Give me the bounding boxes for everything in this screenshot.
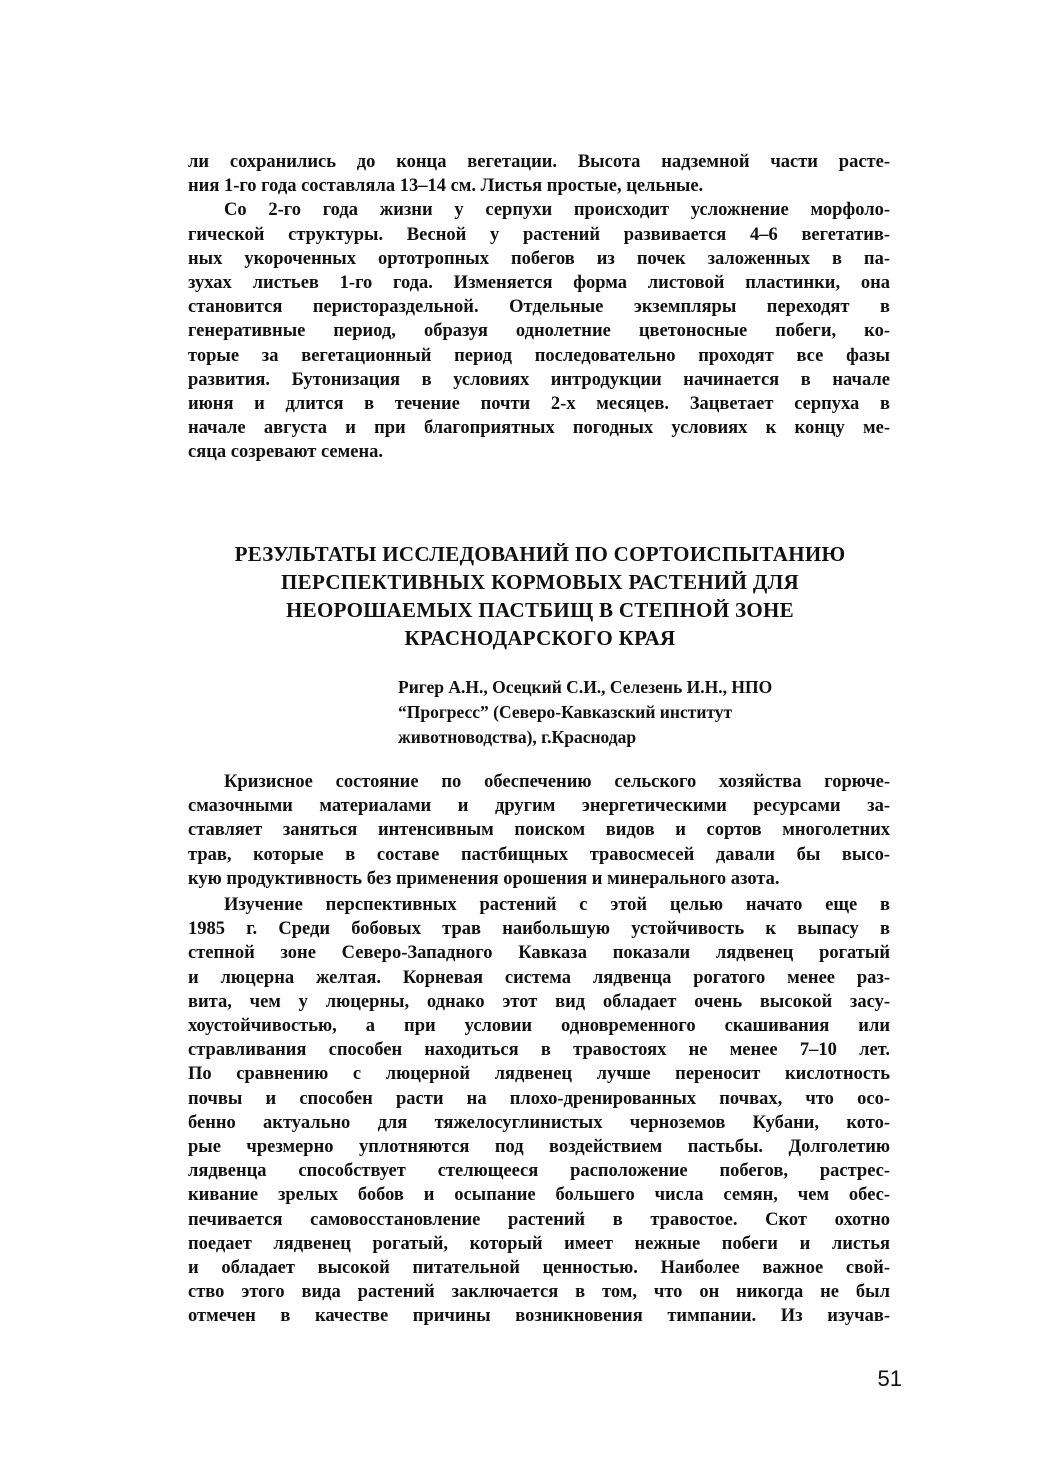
text-line: Изучение перспективных растений с этой целью начато еще в: [224, 895, 890, 916]
article-body: [188, 770, 890, 1329]
text-line: июня и длится в течение почти 2-х месяцев. Зацветает серпуха в: [188, 394, 890, 415]
text-line: рые чрезмерно уплотняются под воздействием пастьбы. Долголетию: [188, 1137, 890, 1158]
text-line: По сравнению с люцерной лядвенец лучше переносит кислотность: [188, 1064, 890, 1085]
text-line: ставляет заняться интенсивным поиском видов и сортов многолетних: [188, 820, 890, 841]
paragraph-morphology: [188, 198, 890, 464]
text-line: и обладает высокой питательной ценностью. Наиболее важное свой-: [188, 1258, 890, 1279]
text-line: степной зоне Северо-Западного Кавказа показали лядвенец рогатый: [188, 943, 890, 964]
text-line: ния 1-го года составляла 13–14 см. Листья простые, цельные.: [188, 176, 704, 197]
text-line: трав, которые в составе пастбищных травосмесей давали бы высо-: [188, 844, 890, 865]
text-line: лядвенца способствует стелющееся расположение побегов, растрес-: [188, 1161, 890, 1182]
paragraph-crisis: [188, 770, 890, 891]
continued-text: [188, 150, 890, 465]
title-line: НЕОРОШАЕМЫХ ПАСТБИЩ В СТЕПНОЙ ЗОНЕ: [286, 598, 794, 622]
text-line: гической структуры. Весной у растений развивается 4–6 вегетатив-: [188, 224, 890, 245]
text-line: сяца созревают семена.: [188, 442, 383, 463]
article-title: [170, 540, 910, 652]
title-line: РЕЗУЛЬТАТЫ ИССЛЕДОВАНИЙ ПО СОРТОИСПЫТАНИЮ: [234, 542, 846, 566]
page-number: 51: [877, 1366, 902, 1391]
text-line: хоустойчивостью, а при условии одновременного скашивания или: [188, 1016, 890, 1037]
authors-line: “Прогресс” (Северо-Кавказский институт: [398, 702, 733, 722]
article-authors: [398, 675, 868, 750]
text-line: кивание зрелых бобов и осыпание большего числа семян, чем обес-: [188, 1185, 890, 1206]
paragraph-study: [188, 893, 890, 1329]
text-line: ных укороченных ортотропных побегов из почек заложенных в па-: [188, 248, 890, 269]
text-line: отмечен в качестве причины возникновения тимпании. Из изучав-: [188, 1306, 890, 1327]
title-line: КРАСНОДАРСКОГО КРАЯ: [404, 626, 676, 650]
text-line: торые за вегетационный период последовательно проходят все фазы: [188, 345, 890, 366]
text-line: развития. Бутонизация в условиях интродукции начинается в начале: [188, 369, 890, 390]
text-line: стравливания способен находиться в травостоях не менее 7–10 лет.: [188, 1040, 890, 1061]
text-line: кую продуктивность без применения орошения и минерального азота.: [188, 868, 780, 889]
authors-line: животноводства), г.Краснодар: [398, 727, 637, 747]
text-line: 1985 г. Среди бобовых трав наибольшую устойчивость к выпасу в: [188, 919, 890, 940]
text-line: Кризисное состояние по обеспечению сельского хозяйства горюче-: [224, 772, 890, 792]
authors-line: Ригер А.Н., Осецкий С.И., Селезень И.Н., НПО: [398, 677, 773, 697]
text-line: начале августа и при благоприятных погодных условиях к концу ме-: [188, 418, 890, 439]
text-line: вита, чем у люцерны, однако этот вид обладает очень высокой засу-: [188, 991, 890, 1012]
text-line: генеративные период, образуя однолетние цветоносные побеги, ко-: [188, 321, 890, 342]
paragraph-continued: [188, 150, 890, 198]
text-line: становится перистораздельной. Отдельные экземпляры переходят в: [188, 297, 890, 318]
text-line: зухах листьев 1-го года. Изменяется форма листовой пластинки, она: [188, 273, 890, 294]
text-line: ли сохранились до конца вегетации. Высота надземной части расте-: [188, 152, 890, 172]
text-line: Со 2-го года жизни у серпухи происходит усложнение морфоло-: [224, 200, 890, 221]
text-line: ство этого вида растений заключается в том, что он никогда не был: [188, 1282, 890, 1303]
text-line: почвы и способен расти на плохо-дренированных почвах, что осо-: [188, 1088, 890, 1109]
text-line: и люцерна желтая. Корневая система лядвенца рогатого менее раз-: [188, 967, 890, 988]
text-line: смазочными материалами и другим энергетическими ресурсами за-: [188, 796, 890, 817]
title-line: ПЕРСПЕКТИВНЫХ КОРМОВЫХ РАСТЕНИЙ ДЛЯ: [281, 570, 799, 594]
text-line: бенно актуально для тяжелосуглинистых черноземов Кубани, кото-: [188, 1112, 890, 1133]
text-line: поедает лядвенец рогатый, который имеет нежные побеги и листья: [188, 1233, 890, 1254]
text-line: печивается самовосстановление растений в травостое. Скот охотно: [188, 1209, 890, 1230]
